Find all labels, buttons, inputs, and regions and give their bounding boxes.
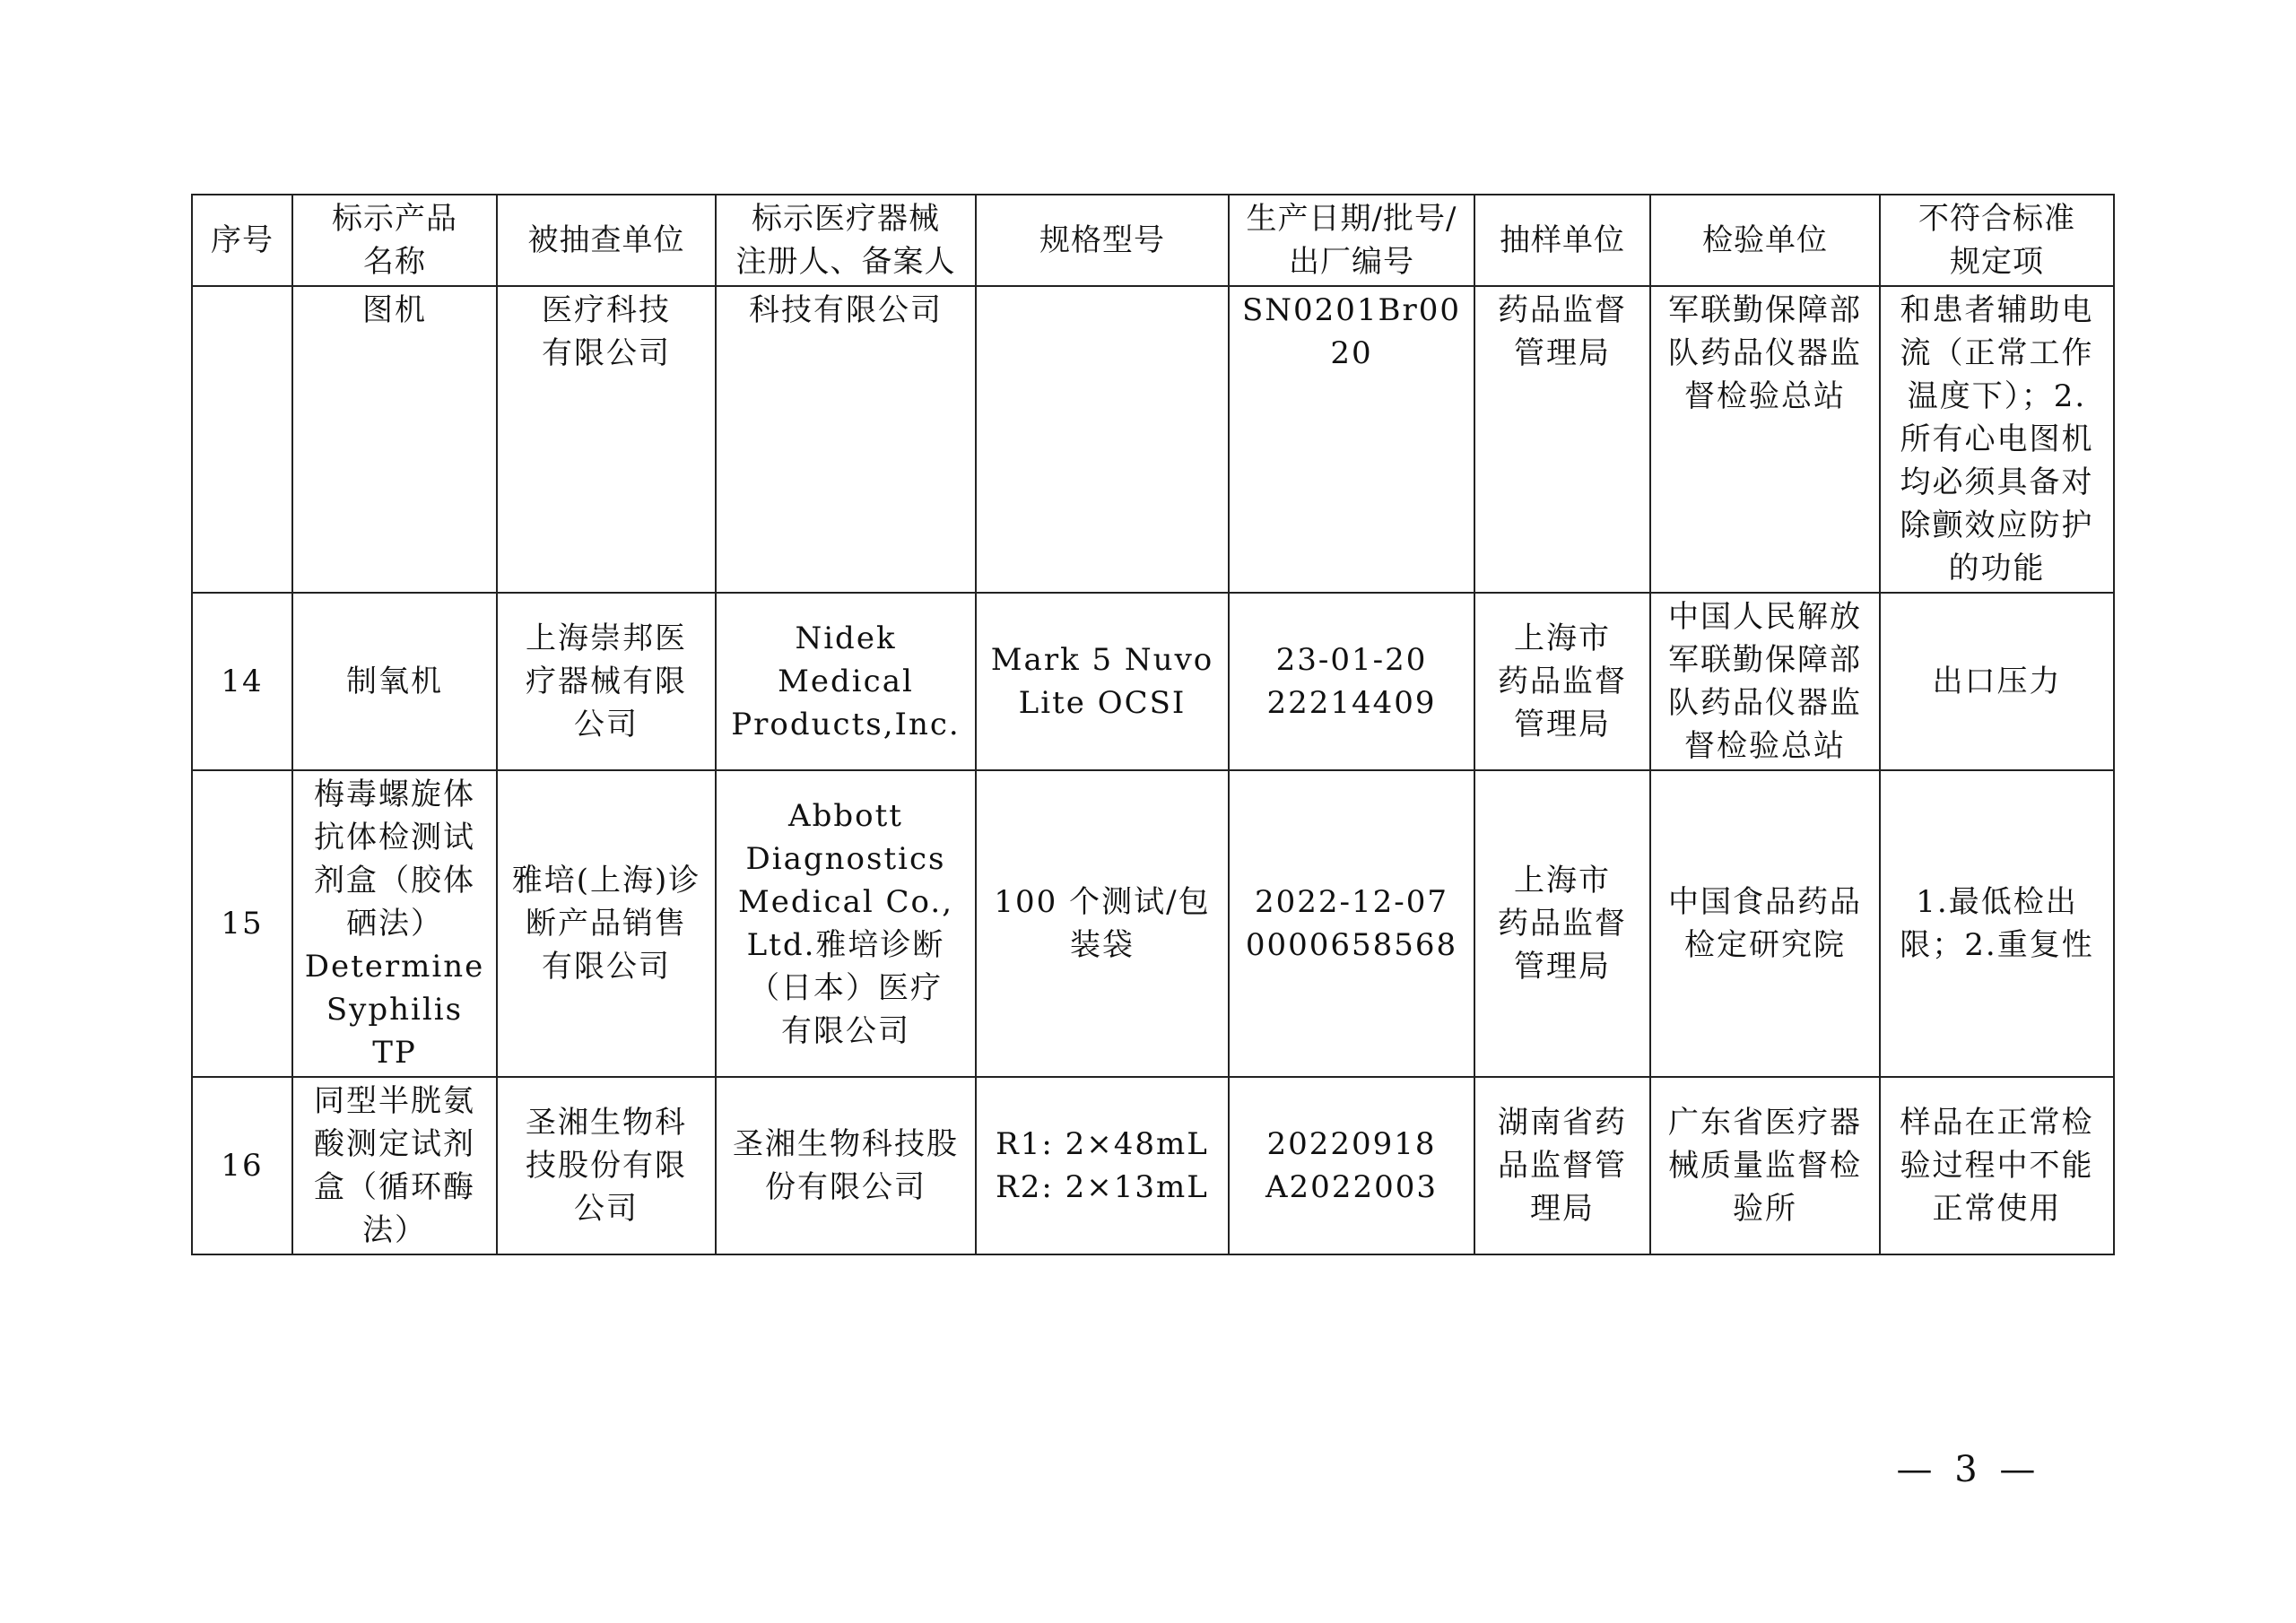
header-spec-model	[976, 195, 1229, 286]
cell-sampling-unit	[1474, 770, 1650, 1077]
header-product-name	[292, 195, 497, 286]
cell-text: 湖南省药	[1498, 1105, 1627, 1141]
header-text: 不符合标准	[1918, 201, 2075, 237]
cell-sampled-unit	[497, 1077, 716, 1254]
cell-text: 剂盒（胶体	[314, 863, 475, 898]
header-testing-unit	[1650, 195, 1880, 286]
cell-text: 流（正常工作	[1900, 335, 2094, 371]
cell-sampled-unit	[497, 593, 716, 770]
header-text: 规格型号	[1039, 222, 1165, 258]
table-row	[192, 770, 2114, 1077]
cell-text: 理局	[1530, 1191, 1595, 1227]
cell-nonconforming-item	[1880, 593, 2114, 770]
cell-text: 2022-12-07	[1254, 884, 1449, 920]
cell-text: Diagnostics	[745, 841, 946, 877]
cell-text: 中国人民解放	[1668, 599, 1862, 635]
cell-text: 的功能	[1948, 551, 2046, 586]
header-production-date-batch	[1229, 195, 1474, 286]
cell-text: 除颤效应防护	[1900, 508, 2094, 543]
table-header-row	[192, 195, 2114, 286]
cell-product-name	[292, 286, 497, 593]
cell-text: 装袋	[1070, 927, 1135, 963]
cell-sampling-unit	[1474, 1077, 1650, 1254]
cell-text: 所有心电图机	[1900, 421, 2094, 457]
cell-text: 检定研究院	[1684, 927, 1846, 963]
cell-text: 队药品仪器监	[1668, 335, 1862, 371]
cell-text: 药品监督	[1498, 906, 1627, 942]
cell-text: 酸测定试剂	[314, 1126, 475, 1162]
cell-sampled-unit	[497, 286, 716, 593]
header-text: 名称	[363, 244, 426, 280]
cell-text: 品监督管	[1498, 1148, 1627, 1184]
cell-text: 有限公司	[542, 335, 671, 371]
header-nonconforming-item	[1880, 195, 2114, 286]
cell-text: SN0201Br0020	[1241, 292, 1462, 371]
cell-text: 上海市	[1514, 621, 1611, 656]
cell-text: 药品监督	[1498, 292, 1627, 328]
cell-text: 盒（循环酶	[314, 1169, 475, 1205]
header-text: 抽样单位	[1500, 222, 1625, 258]
cell-text: R2: 2×13mL	[996, 1169, 1209, 1205]
cell-text: 验所	[1733, 1191, 1797, 1227]
cell-testing-unit	[1650, 770, 1880, 1077]
cell-production-date-batch	[1229, 286, 1474, 593]
cell-production-date-batch	[1229, 770, 1474, 1077]
cell-text: 份有限公司	[765, 1169, 926, 1205]
cell-text: （日本）医疗	[749, 970, 943, 1006]
cell-text: 验过程中不能	[1900, 1148, 2094, 1184]
cell-seq	[192, 1077, 292, 1254]
cell-text: 械质量监督检	[1668, 1148, 1862, 1184]
cell-text: 抗体检测试	[314, 820, 475, 855]
cell-nonconforming-item	[1880, 1077, 2114, 1254]
cell-text: 广东省医疗器	[1668, 1105, 1862, 1141]
cell-text: 队药品仪器监	[1668, 685, 1862, 721]
cell-text: 1.最低检出	[1916, 884, 2078, 920]
cell-text: 管理局	[1514, 707, 1611, 742]
cell-text: 正常使用	[1932, 1191, 2062, 1227]
cell-text: 军联勤保障部	[1668, 642, 1862, 678]
cell-testing-unit	[1650, 286, 1880, 593]
cell-text: 限；2.重复性	[1900, 927, 2094, 963]
cell-text: 22214409	[1266, 685, 1437, 721]
cell-text: 上海市	[1514, 863, 1611, 898]
cell-text: 疗器械有限	[526, 664, 687, 699]
header-text: 检验单位	[1702, 222, 1828, 258]
cell-testing-unit	[1650, 593, 1880, 770]
cell-sampling-unit	[1474, 286, 1650, 593]
cell-text: 14	[221, 664, 264, 699]
cell-text: 督检验总站	[1684, 728, 1846, 764]
cell-text: 出口压力	[1932, 664, 2062, 699]
cell-text: 硒法）	[346, 906, 443, 942]
page-number: — 3 —	[1896, 1449, 2041, 1490]
header-text: 序号	[211, 222, 274, 258]
cell-text: 样品在正常检	[1900, 1105, 2094, 1141]
cell-text: 有限公司	[781, 1013, 910, 1049]
cell-text: Ltd.雅培诊断	[746, 927, 945, 963]
cell-text: Determine	[304, 949, 485, 985]
table-row	[192, 593, 2114, 770]
cell-text: 上海崇邦医	[526, 621, 687, 656]
cell-product-name	[292, 1077, 497, 1254]
cell-text: 管理局	[1514, 335, 1611, 371]
cell-text: 技股份有限	[526, 1148, 687, 1184]
cell-seq	[192, 770, 292, 1077]
cell-registrant	[716, 1077, 976, 1254]
cell-product-name	[292, 593, 497, 770]
cell-text: Syphilis TP	[326, 992, 464, 1071]
cell-spec-model	[976, 1077, 1229, 1254]
cell-text: 梅毒螺旋体	[314, 777, 475, 812]
header-text: 规定项	[1950, 244, 2044, 280]
header-sampling-unit	[1474, 195, 1650, 286]
cell-text: 图机	[362, 292, 427, 328]
cell-text: A2022003	[1265, 1169, 1438, 1205]
cell-text: 断产品销售	[526, 906, 687, 942]
cell-text: 温度下）；2.	[1907, 378, 2087, 414]
cell-text: Abbott	[788, 798, 903, 834]
cell-text: 医疗科技	[542, 292, 671, 328]
cell-text: 16	[221, 1148, 264, 1184]
cell-spec-model	[976, 770, 1229, 1077]
cell-text: 圣湘生物科	[526, 1105, 687, 1141]
table-row	[192, 1077, 2114, 1254]
cell-text: Medical Co.,	[737, 884, 954, 920]
cell-text: 药品监督	[1498, 664, 1627, 699]
header-text: 标示产品	[332, 201, 457, 237]
cell-nonconforming-item	[1880, 770, 2114, 1077]
cell-spec-model	[976, 593, 1229, 770]
cell-seq	[192, 593, 292, 770]
header-text: 标示医疗器械	[752, 201, 940, 237]
cell-text: 雅培(上海)诊	[511, 863, 701, 898]
cell-text: 100 个测试/包	[994, 884, 1211, 920]
cell-text: 15	[221, 906, 264, 942]
cell-text: 法）	[362, 1212, 427, 1248]
cell-text: 中国食品药品	[1668, 884, 1862, 920]
table-row-continued	[192, 286, 2114, 593]
cell-text: 科技有限公司	[749, 292, 943, 328]
cell-nonconforming-item	[1880, 286, 2114, 593]
cell-text: 公司	[574, 707, 639, 742]
cell-testing-unit	[1650, 1077, 1880, 1254]
cell-seq	[192, 286, 292, 593]
cell-text: 管理局	[1514, 949, 1611, 985]
cell-text: Nidek Medical	[778, 621, 914, 699]
cell-text: 同型半胱氨	[314, 1083, 475, 1119]
cell-spec-model	[976, 286, 1229, 593]
cell-text: 20220918	[1266, 1126, 1437, 1162]
cell-text: 圣湘生物科技股	[733, 1126, 959, 1162]
cell-text: 和患者辅助电	[1900, 292, 2094, 328]
cell-sampled-unit	[497, 770, 716, 1077]
cell-text: 督检验总站	[1684, 378, 1846, 414]
header-text: 出厂编号	[1289, 244, 1414, 280]
header-text: 注册人、备案人	[735, 244, 956, 280]
cell-text: 23-01-20	[1275, 642, 1428, 678]
cell-text: 有限公司	[542, 949, 671, 985]
header-seq	[192, 195, 292, 286]
cell-text: 0000658568	[1245, 927, 1458, 963]
cell-text: 公司	[574, 1191, 639, 1227]
cell-text: Lite OCSI	[1018, 685, 1187, 721]
cell-text: R1: 2×48mL	[996, 1126, 1209, 1162]
cell-production-date-batch	[1229, 1077, 1474, 1254]
cell-text: 均必须具备对	[1900, 464, 2094, 500]
cell-text: 制氧机	[346, 664, 443, 699]
cell-text: 军联勤保障部	[1668, 292, 1862, 328]
cell-sampling-unit	[1474, 593, 1650, 770]
cell-text: Mark 5 Nuvo	[990, 642, 1214, 678]
cell-product-name	[292, 770, 497, 1077]
cell-registrant	[716, 286, 976, 593]
cell-production-date-batch	[1229, 593, 1474, 770]
header-sampled-unit	[497, 195, 716, 286]
cell-text: Products,Inc.	[731, 707, 961, 742]
cell-registrant	[716, 770, 976, 1077]
header-text: 被抽查单位	[527, 222, 685, 258]
header-registrant	[716, 195, 976, 286]
inspection-table	[191, 194, 2115, 1255]
cell-registrant	[716, 593, 976, 770]
table-body	[192, 286, 2114, 1254]
header-text: 生产日期/批号/	[1246, 201, 1457, 237]
